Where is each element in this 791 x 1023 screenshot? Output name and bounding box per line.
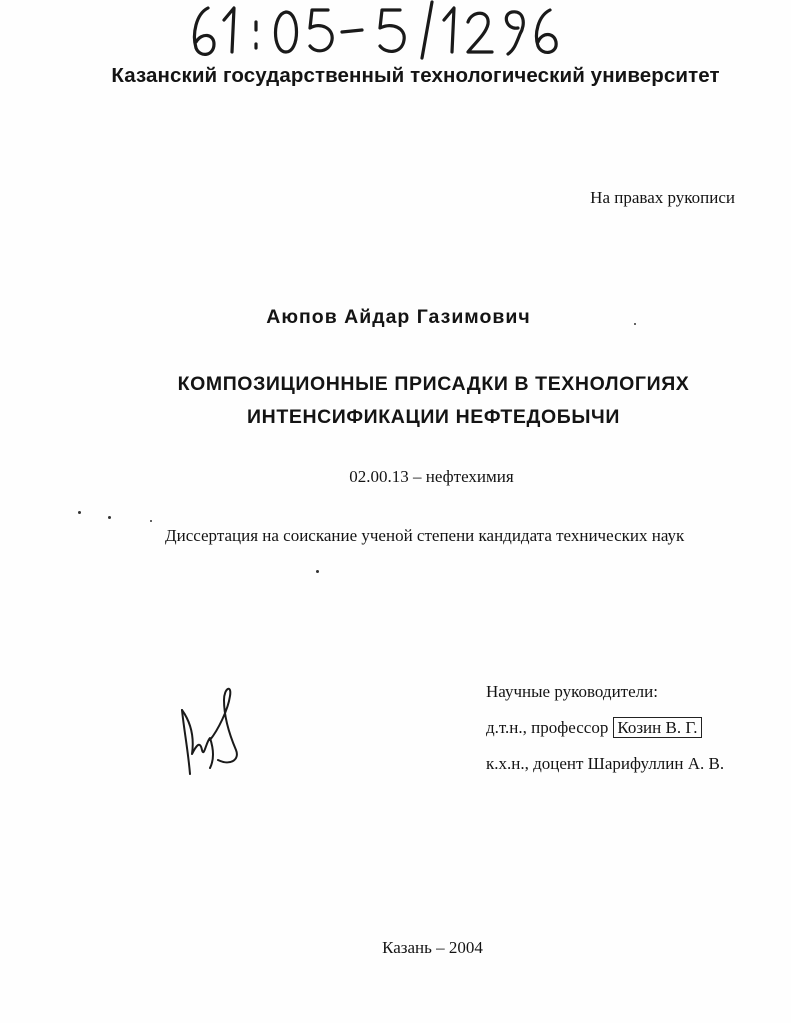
supervisor-first-rank: д.т.н., профессор xyxy=(486,718,609,737)
supervisor-first-name: Козин В. Г. xyxy=(613,717,702,738)
specialty-code: 02.00.13 – нефтехимия xyxy=(349,467,514,486)
university-name: Казанский государственный технологический университет xyxy=(111,64,720,87)
scan-speck xyxy=(150,520,152,522)
title-line-2: ИНТЕНСИФИКАЦИИ НЕФТЕДОБЫЧИ xyxy=(247,406,620,428)
supervisor-second: к.х.н., доцент Шарифуллин А. В. xyxy=(486,754,725,773)
handwritten-signature xyxy=(170,680,250,790)
scan-speck xyxy=(78,511,81,514)
title-line-1: КОМПОЗИЦИОННЫЕ ПРИСАДКИ В ТЕХНОЛОГИЯХ xyxy=(177,373,690,395)
handwritten-catalog-number xyxy=(186,0,576,62)
city-year: Казань – 2004 xyxy=(382,938,483,957)
scan-speck xyxy=(316,570,319,573)
degree-statement: Диссертация на соискание ученой степени кандидата технических наук xyxy=(165,526,685,545)
author-name: Аюпов Айдар Газимович xyxy=(266,306,531,328)
manuscript-note: На правах рукописи xyxy=(590,188,735,207)
scan-speck xyxy=(634,323,636,325)
supervisors-heading: Научные руководители: xyxy=(486,682,658,701)
supervisors-block xyxy=(486,674,724,782)
supervisor-first xyxy=(486,710,724,746)
dissertation-title xyxy=(0,368,791,434)
scan-speck xyxy=(108,516,111,519)
